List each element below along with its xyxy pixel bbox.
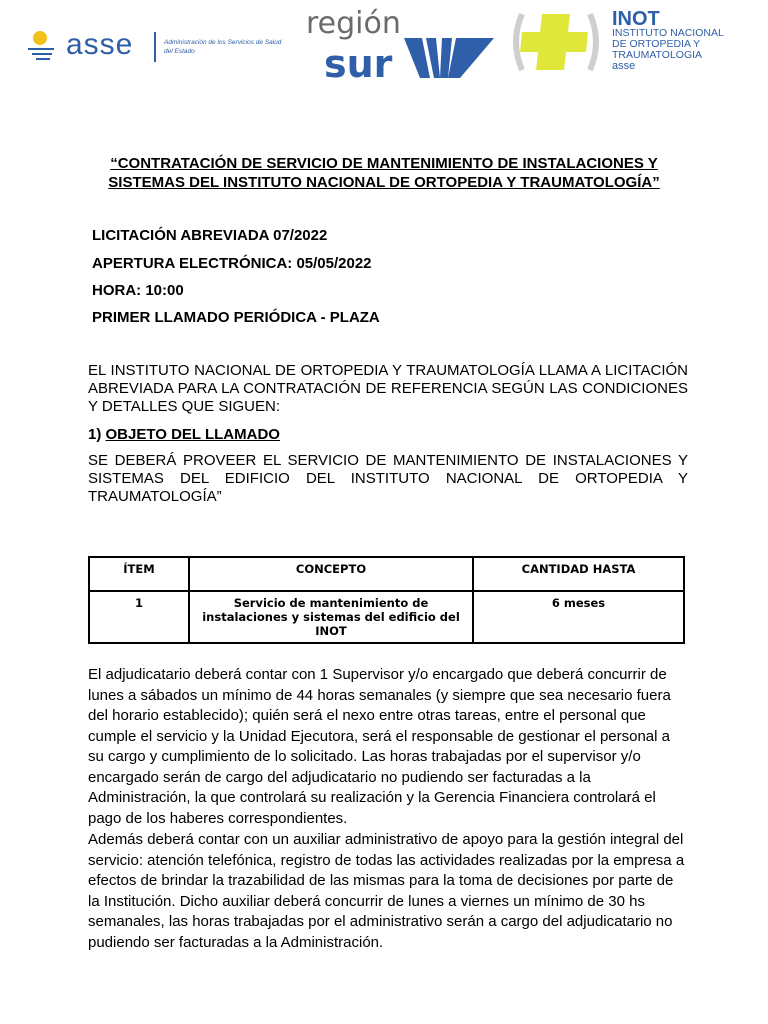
auxiliar-paragraph: Además deberá contar con un auxiliar administrativo de apoyo para la gestión integral del servicio: atención telefónica, registro de todas las actividades realizadas por la empresa a efectos de brindar la trazabilidad de las mismas para la toma de decisiones por parte de la Institución. Dicho auxiliar deberá concurrir de lunes a viernes un mínimo de 30 hs semanales, las horas trabajadas por el administrativo serán a cargo del adjudicatario no pudiendo ser facturadas a la Administración. [88, 831, 685, 951]
title-line-1: “CONTRATACIÓN DE SERVICIO DE MANTENIMIENTO DE INSTALACIONES Y [110, 155, 658, 172]
sun-wave-icon [24, 22, 64, 66]
supervisor-paragraph: El adjudicatario deberá contar con 1 Supervisor y/o encargado que deberá concurrir de lunes a sábados un mínimo de 44 horas semanales (y siempre que sea necesario fuera del horario establecido); quién será el nexo entre otras tareas, entre el personal que cumple el servicio y la Unidad Ejecutora, será el responsable de gestionar el personal a su cargo y cumplimiento de lo solicitado. Las horas trabajadas por el supervisor y/o encargado serán de cargo del adjudicatario no pudiendo ser facturadas a la Administración, la que controlará su realización y la Gerencia Financiera controlará el pago de los haberes correspondientes. [88, 666, 671, 827]
objeto-paragraph: SE DEBERÁ PROVEER EL SERVICIO DE MANTENIMIENTO DE INSTALACIONES Y SISTEMAS DEL EDIFICIO DEL INSTITUTO NACIONAL DE ORTOPEDIA Y TRAUMATOLOGÍA” [88, 452, 688, 505]
chevron-shapes-icon [404, 32, 494, 82]
inot-asse-text: asse [612, 60, 636, 72]
header-item: ÍTEM [89, 557, 189, 591]
inot-logo-text: INOT [612, 8, 660, 30]
section-title: OBJETO DEL LLAMADO [105, 426, 280, 443]
cell-cantidad: 6 meses [473, 591, 684, 643]
inot-logo-subtext: INSTITUTO NACIONAL DE ORTOPEDIA Y TRAUMATOLOGIA [612, 27, 724, 61]
region-sur-logo [300, 4, 500, 84]
table-header-row [89, 557, 684, 591]
llamado-line: PRIMER LLAMADO PERIÓDICA - PLAZA [92, 309, 380, 326]
section-heading [88, 426, 280, 443]
cell-concepto: Servicio de mantenimiento de instalaciones y sistemas del edificio del INOT [189, 591, 473, 643]
header-concepto: CONCEPTO [189, 557, 473, 591]
header-cantidad: CANTIDAD HASTA [473, 557, 684, 591]
cell-item: 1 [89, 591, 189, 643]
document-title [84, 154, 684, 192]
items-table [88, 556, 685, 644]
section-number: 1) [88, 426, 106, 443]
asse-logo-subtext: Administración de los Servicios de Salud del Estado [164, 39, 282, 55]
asse-logo-text: asse [66, 28, 134, 61]
hora-line: HORA: 10:00 [92, 282, 184, 299]
title-line-2: SISTEMAS DEL INSTITUTO NACIONAL DE ORTOPEDIA Y TRAUMATOLOGÍA” [108, 174, 660, 191]
sur-logo-text: sur [324, 42, 393, 86]
table-row [89, 591, 684, 643]
inot-logo [508, 8, 738, 78]
logo-divider [154, 32, 156, 62]
intro-paragraph: EL INSTITUTO NACIONAL DE ORTOPEDIA Y TRAUMATOLOGÍA LLAMA A LICITACIÓN ABREVIADA PARA LA CONTRATACIÓN DE REFERENCIA SEGÚN LAS CONDICIONES Y DETALLES QUE SIGUEN: [88, 362, 688, 415]
region-logo-text: región [306, 6, 401, 41]
medical-cross-icon [508, 10, 604, 74]
asse-logo [24, 22, 282, 70]
apertura-line: APERTURA ELECTRÓNICA: 05/05/2022 [92, 255, 372, 272]
licitacion-line: LICITACIÓN ABREVIADA 07/2022 [92, 227, 328, 244]
